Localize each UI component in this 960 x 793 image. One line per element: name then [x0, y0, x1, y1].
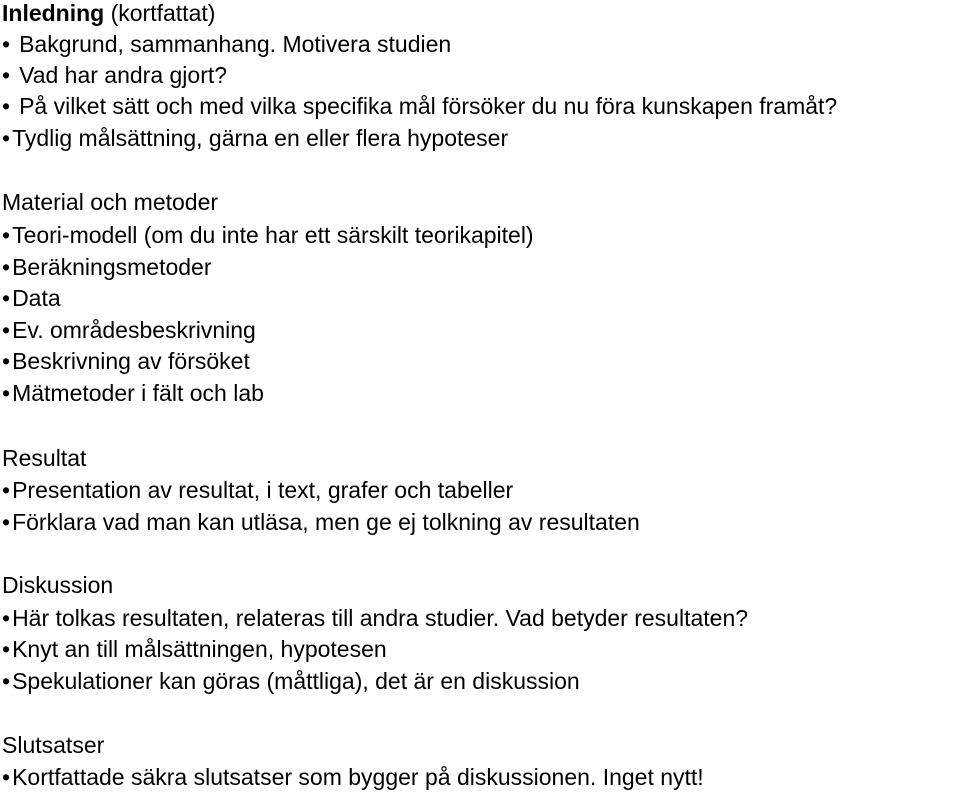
list-item — [2, 476, 513, 504]
bullet-icon: • — [2, 348, 11, 374]
list-item — [2, 61, 227, 89]
list-item-text: Teori-modell (om du inte har ett särskilt teorikapitel) — [12, 222, 534, 248]
list-item — [2, 379, 264, 407]
bullet-icon: • — [2, 509, 11, 535]
list-item — [2, 604, 748, 632]
list-item-text: Knyt an till målsättningen, hypotesen — [12, 636, 387, 662]
intro-heading: Inledning — [2, 0, 105, 26]
bullet-icon: • — [2, 636, 11, 662]
section-heading-results — [2, 444, 86, 472]
section-heading-discussion — [2, 571, 113, 599]
list-item-text: Förklara vad man kan utläsa, men ge ej tolkning av resultaten — [12, 509, 640, 535]
bullet-icon: • — [2, 222, 11, 248]
bullet-icon: • — [2, 380, 11, 406]
bullet-icon: • — [2, 125, 11, 151]
list-item-text: Här tolkas resultaten, relateras till andra studier. Vad betyder resultaten? — [12, 605, 749, 631]
bullet-icon: • — [2, 62, 11, 88]
list-item-text: Tydlig målsättning, gärna en eller flera hypoteser — [12, 125, 509, 151]
list-item-text: Presentation av resultat, i text, grafer och tabeller — [12, 477, 514, 503]
list-item-text: Bakgrund, sammanhang. Motivera studien — [19, 31, 452, 57]
list-item-text: Ev. områdesbeskrivning — [12, 317, 256, 343]
list-item — [2, 92, 837, 120]
list-item — [2, 763, 704, 791]
section-heading-intro — [2, 0, 215, 27]
section-heading-methods — [2, 188, 218, 216]
intro-heading-note: (kortfattat) — [110, 0, 216, 26]
bullet-icon: • — [2, 93, 11, 119]
section-heading-conclusions — [2, 731, 104, 759]
list-item — [2, 253, 212, 281]
list-item-text: Spekulationer kan göras (måttliga), det är en diskussion — [12, 668, 580, 694]
bullet-icon: • — [2, 605, 11, 631]
conclusions-heading: Slutsatser — [2, 732, 105, 758]
list-item-text: Beräkningsmetoder — [12, 254, 212, 280]
list-item — [2, 284, 61, 312]
results-heading: Resultat — [2, 445, 87, 471]
bullet-icon: • — [2, 31, 11, 57]
list-item-text: Kortfattade säkra slutsatser som bygger på diskussionen. Inget nytt! — [12, 764, 704, 790]
list-item — [2, 667, 580, 695]
list-item — [2, 316, 256, 344]
list-item — [2, 508, 640, 536]
bullet-icon: • — [2, 285, 11, 311]
bullet-icon: • — [2, 764, 11, 790]
list-item-text: Beskrivning av försöket — [12, 348, 250, 374]
bullet-icon: • — [2, 477, 11, 503]
list-item-text: Data — [12, 285, 61, 311]
list-item — [2, 221, 534, 249]
list-item-text: Vad har andra gjort? — [19, 62, 228, 88]
list-item-text: Mätmetoder i fält och lab — [12, 380, 264, 406]
bullet-icon: • — [2, 317, 11, 343]
list-item — [2, 635, 387, 663]
list-item-text: På vilket sätt och med vilka specifika mål försöker du nu föra kunskapen framåt? — [19, 93, 838, 119]
discussion-heading: Diskussion — [2, 572, 114, 598]
list-item — [2, 347, 250, 375]
bullet-icon: • — [2, 254, 11, 280]
methods-heading: Material och metoder — [2, 189, 219, 215]
list-item — [2, 124, 508, 152]
list-item — [2, 30, 451, 58]
bullet-icon: • — [2, 668, 11, 694]
